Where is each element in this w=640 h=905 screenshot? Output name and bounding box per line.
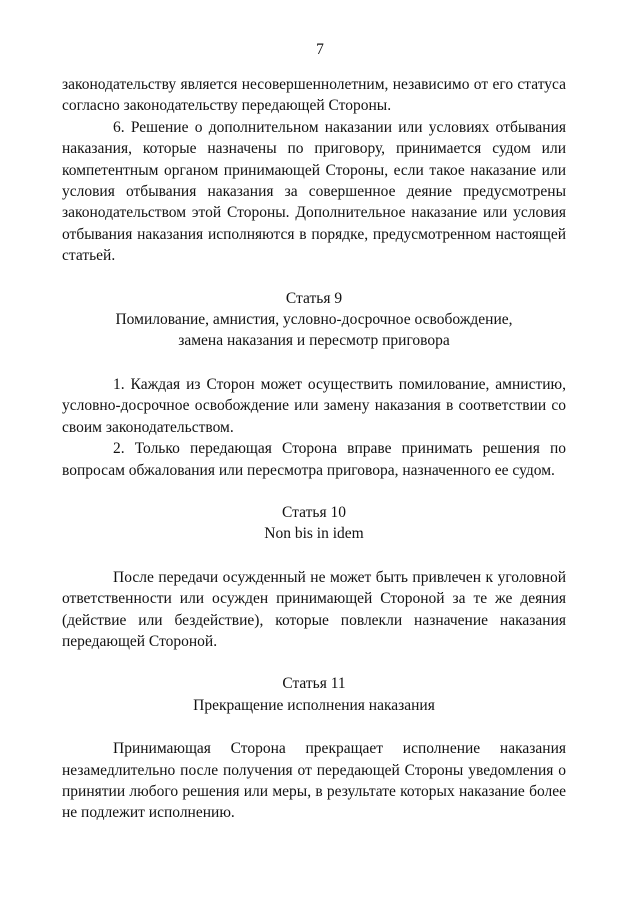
article-11-subtitle: Прекращение исполнения наказания — [193, 696, 435, 714]
article-10-paragraph: После передачи осужденный не может быть привлечен к уголовной ответственности или осужден принимающей Стороной за те же деяния (действие или бездействие), которые повлекли назначение наказания передающей Стороной. — [62, 568, 566, 650]
article-9-clause-1: 1. Каждая из Сторон может осуществить помилование, амнистию, условно-досрочное освобождение или замену наказания в соответствии со своим законодательством. — [62, 375, 566, 436]
document-body — [62, 74, 566, 824]
article-11-title: Статья 11 — [282, 675, 346, 693]
article-11-heading — [62, 673, 566, 716]
article-9-clause-2: 2. Только передающая Сторона вправе принимать решения по вопросам обжалования или пересмотра приговора, назначенного ее судом. — [62, 440, 566, 479]
article-10-heading — [62, 502, 566, 545]
article-11-paragraph: Принимающая Сторона прекращает исполнение наказания незамедлительно после получения от передающей Стороны уведомления о принятии любого решения или меры, в результате которых наказание более не подлежит исполнению. — [62, 740, 566, 822]
article-9-subtitle-line-1: Помилование, амнистия, условно-досрочное освобождение, — [115, 311, 513, 329]
article-10-subtitle: Non bis in idem — [264, 525, 364, 543]
article-9-title: Статья 9 — [285, 289, 343, 307]
continuation-paragraph: законодательству является несовершеннолетним, независимо от его статуса согласно законодательству передающей Стороны. — [62, 76, 566, 115]
page-number: 7 — [316, 41, 324, 58]
clause-6-paragraph: 6. Решение о дополнительном наказании или условиях отбывания наказания, которые назначены по приговору, принимается судом или компетентным органом принимающей Стороны, если такое наказание или условия отбывания наказания за совершенное деяние предусмотрены законодательством этой Стороны. Дополнительное наказание или условия отбывания наказания исполняются в порядке, предусмотренном настоящей статьей. — [62, 118, 566, 265]
article-9-heading — [62, 288, 566, 352]
article-9-subtitle-line-2: замена наказания и пересмотр приговора — [178, 332, 450, 350]
article-10-title: Статья 10 — [282, 503, 346, 521]
